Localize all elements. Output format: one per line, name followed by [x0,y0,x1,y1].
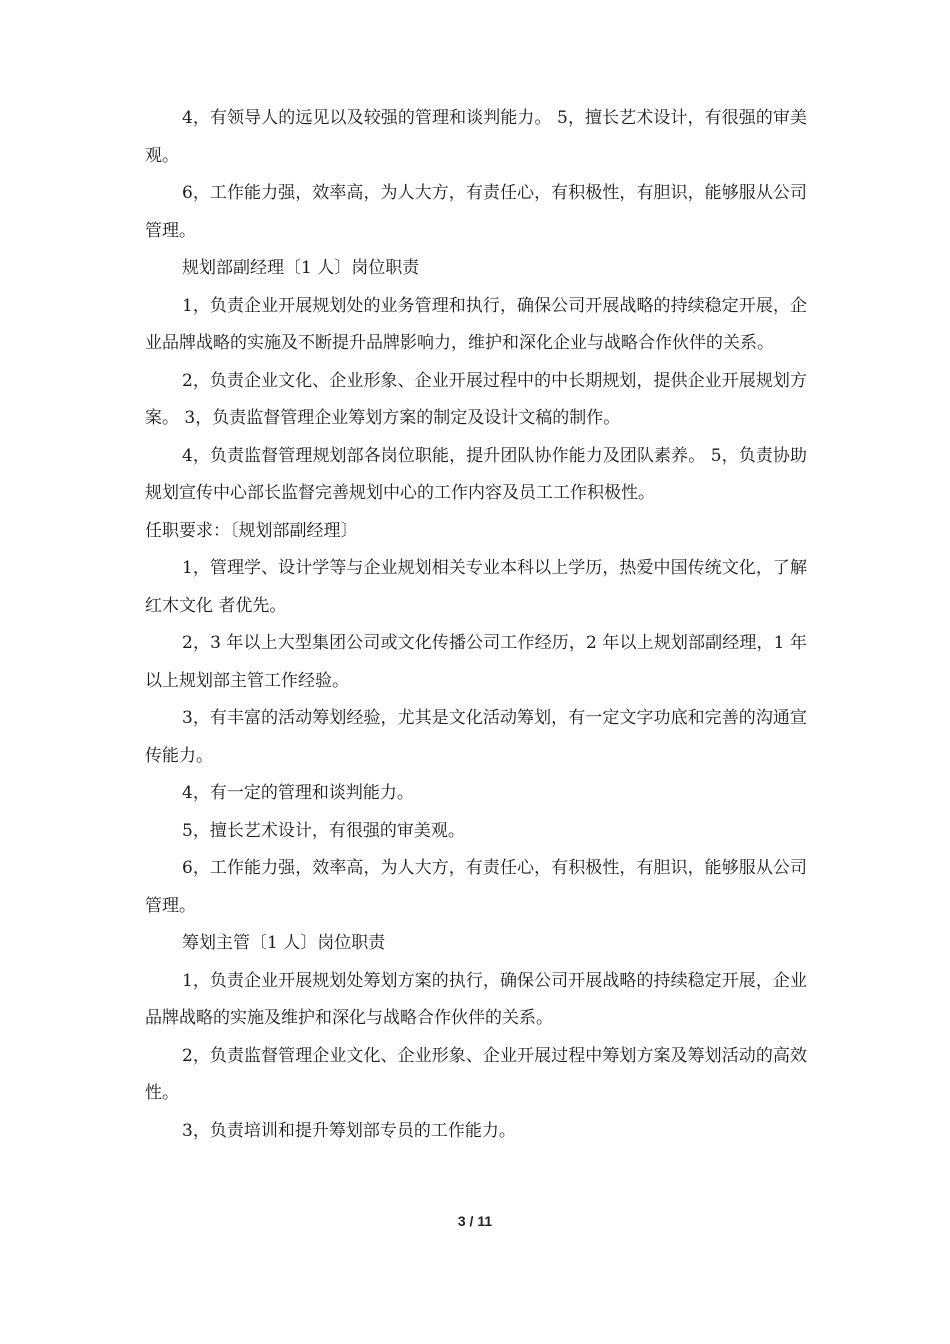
paragraph: 1，负责企业开展规划处的业务管理和执行，确保公司开展战略的持续稳定开展，企业品牌战略的实施及不断提升品牌影响力，维护和深化企业与战略合作伙伴的关系。 [145,295,807,353]
section-heading: 筹划主管〔1 人〕岗位职责 [182,933,386,953]
document-body [145,100,807,1150]
paragraph: 3，负责培训和提升筹划部专员的工作能力。 [182,1120,516,1141]
requirements-heading: 任职要求：〔规划部副经理〕 [145,520,358,541]
paragraph: 3，有丰富的活动筹划经验，尤其是文化活动筹划，有一定文字功底和完善的沟通宣传能力。 [145,708,807,766]
paragraph: 5，擅长艺术设计，有很强的审美观。 [182,820,465,841]
paragraph: 1，管理学、设计学等与企业规划相关专业本科以上学历，热爱中国传统文化，了解红木文化 者优先。 [145,558,807,616]
page-number: 3 / 11 [457,1213,493,1229]
paragraph: 4，有一定的管理和谈判能力。 [182,783,414,803]
paragraph: 2，负责企业文化、企业形象、企业开展过程中的中长期规划，提供企业开展规划方案。 3，负责监督管理企业筹划方案的制定及设计文稿的制作。 [145,370,807,428]
paragraph: 2，负责监督管理企业文化、企业形象、企业开展过程中筹划方案及筹划活动的高效性。 [145,1045,807,1103]
paragraph: 4，负责监督管理规划部各岗位职能，提升团队协作能力及团队素养。 5，负责协助规划宣传中心部长监督完善规划中心的工作内容及员工工作积极性。 [145,445,807,503]
paragraph: 1，负责企业开展规划处筹划方案的执行，确保公司开展战略的持续稳定开展，企业品牌战略的实施及维护和深化与战略合作伙伴的关系。 [145,970,807,1028]
paragraph: 6，工作能力强，效率高，为人大方，有责任心，有积极性，有胆识，能够服从公司管理。 [145,858,807,916]
section-heading: 规划部副经理〔1 人〕岗位职责 [182,258,420,278]
paragraph: 6，工作能力强，效率高，为人大方，有责任心，有积极性，有胆识，能够服从公司管理。 [145,183,807,241]
paragraph: 2，3 年以上大型集团公司或文化传播公司工作经历，2 年以上规划部副经理，1 年以上规划部主管工作经验。 [145,633,807,691]
paragraph: 4，有领导人的远见以及较强的管理和谈判能力。 5，擅长艺术设计，有很强的审美观。 [145,108,807,166]
